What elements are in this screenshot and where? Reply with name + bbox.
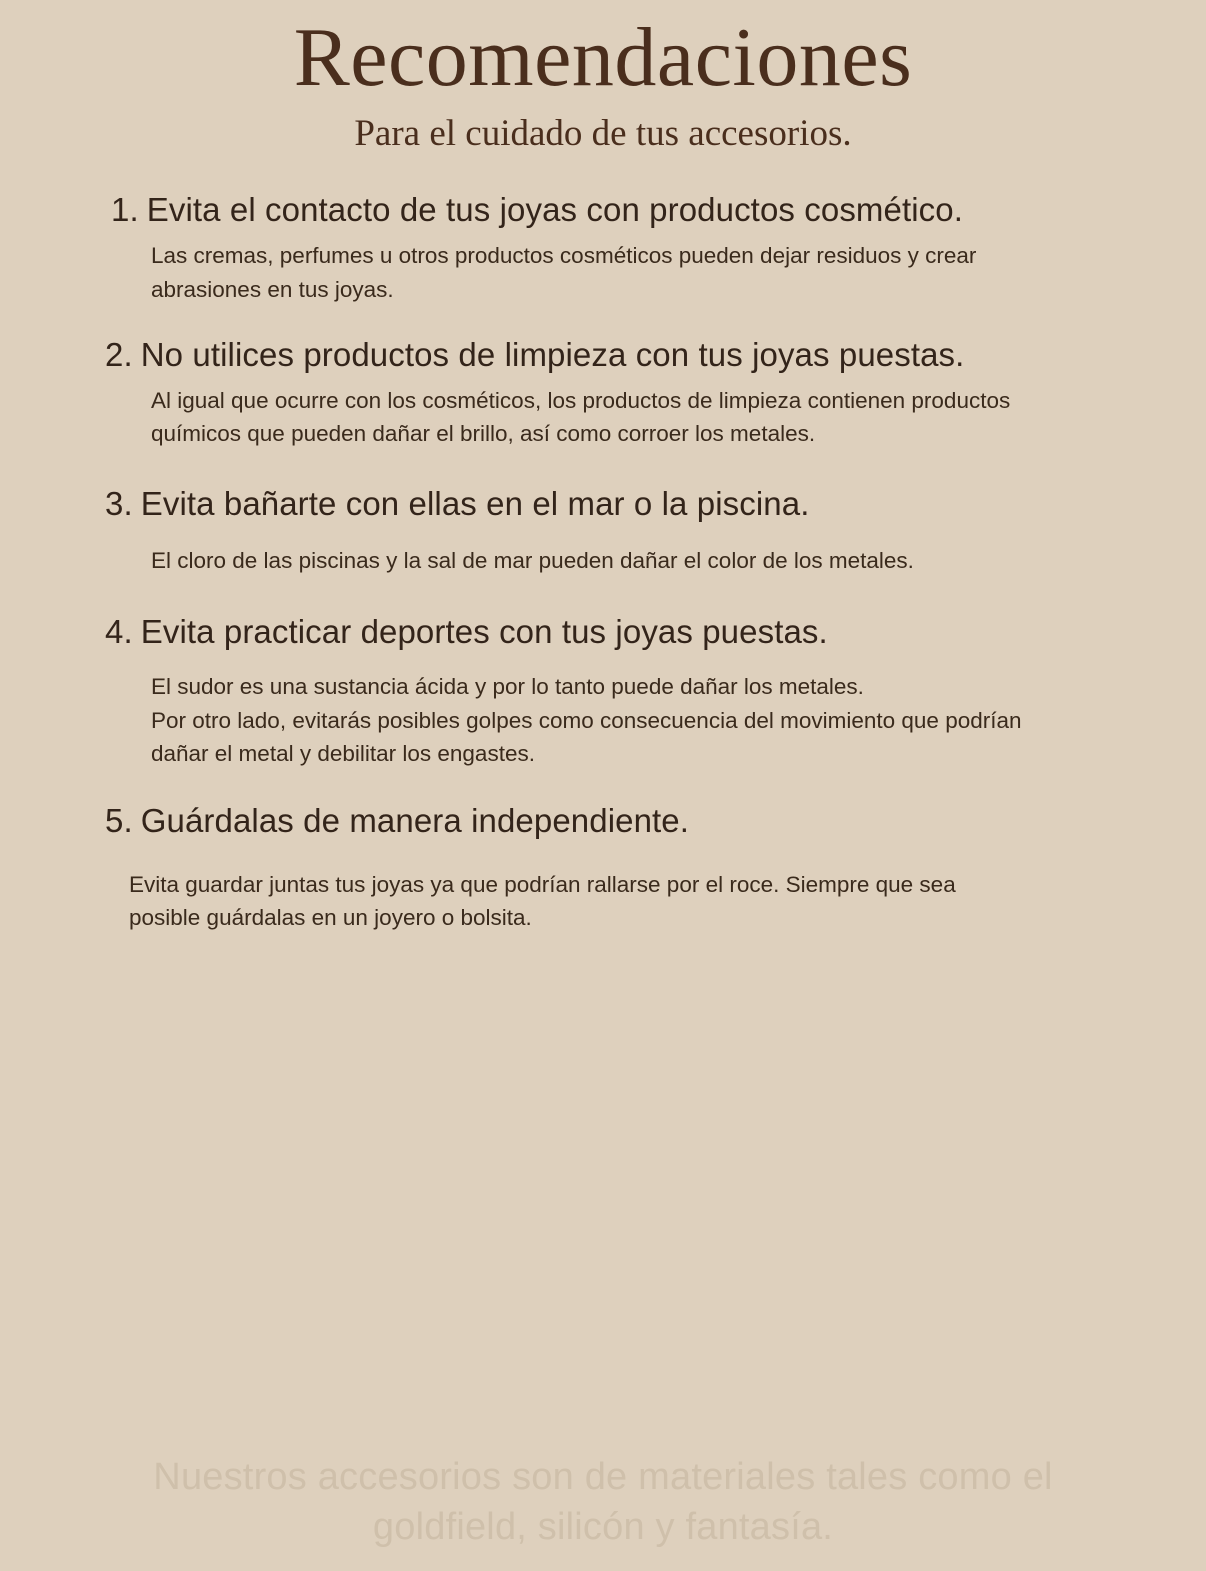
list-item-heading <box>105 800 1146 841</box>
list-item <box>105 611 1146 770</box>
body-line: El sudor es una sustancia ácida y por lo tanto puede dañar los metales. <box>151 674 864 700</box>
list-item-body <box>151 670 1106 770</box>
body-line: químicos que pueden dañar el brillo, así como corroer los metales. <box>151 421 816 447</box>
list-item-number: 5. <box>105 802 133 840</box>
list-item-heading <box>105 334 1146 375</box>
list-item-title: Evita practicar deportes con tus joyas puestas. <box>140 613 828 651</box>
list-item-title: No utilices productos de limpieza con tus joyas puestas. <box>140 335 965 373</box>
recommendations-list <box>0 189 1206 934</box>
list-item <box>105 800 1146 934</box>
body-line: El cloro de las piscinas y la sal de mar pueden dañar el color de los metales. <box>151 547 914 573</box>
list-item-body <box>151 384 1106 451</box>
list-item-body <box>151 544 1106 577</box>
list-item-title: Guárdalas de manera independiente. <box>140 802 690 840</box>
list-item-number: 4. <box>105 613 133 651</box>
list-item <box>105 483 1146 578</box>
body-line: Al igual que ocurre con los cosméticos, los productos de limpieza contienen productos <box>151 388 1011 414</box>
list-item-number: 3. <box>105 484 133 522</box>
body-line: posible guárdalas en un joyero o bolsita. <box>129 904 532 930</box>
list-item-heading <box>105 611 1146 652</box>
footer-line: Nuestros accesorios son de materiales tales como el <box>153 1455 1053 1498</box>
body-line: Evita guardar juntas tus joyas ya que podrían rallarse por el roce. Siempre que sea <box>129 871 956 897</box>
page-subtitle: Para el cuidado de tus accesorios. <box>354 113 852 154</box>
footer-line: goldfield, silicón y fantasía. <box>372 1506 834 1549</box>
list-item-title: Evita bañarte con ellas en el mar o la piscina. <box>140 484 810 522</box>
body-line: abrasiones en tus joyas. <box>151 276 394 302</box>
list-item-body <box>151 239 1106 306</box>
list-item-heading <box>105 483 1146 524</box>
list-item-title: Evita el contacto de tus joyas con productos cosmético. <box>146 191 963 228</box>
list-item-number: 1. <box>111 191 139 228</box>
footer-note <box>0 1452 1206 1553</box>
list-item <box>105 334 1146 451</box>
body-line: Las cremas, perfumes u otros productos cosméticos pueden dejar residuos y crear <box>151 243 977 269</box>
body-line: Por otro lado, evitarás posibles golpes como consecuencia del movimiento que podrían <box>151 707 1022 733</box>
list-item <box>105 189 1146 306</box>
list-item-heading <box>111 189 1146 230</box>
page-title: Recomendaciones <box>293 11 913 104</box>
list-item-body <box>129 868 1084 935</box>
list-item-number: 2. <box>105 335 133 373</box>
body-line: dañar el metal y debilitar los engastes. <box>151 741 535 767</box>
